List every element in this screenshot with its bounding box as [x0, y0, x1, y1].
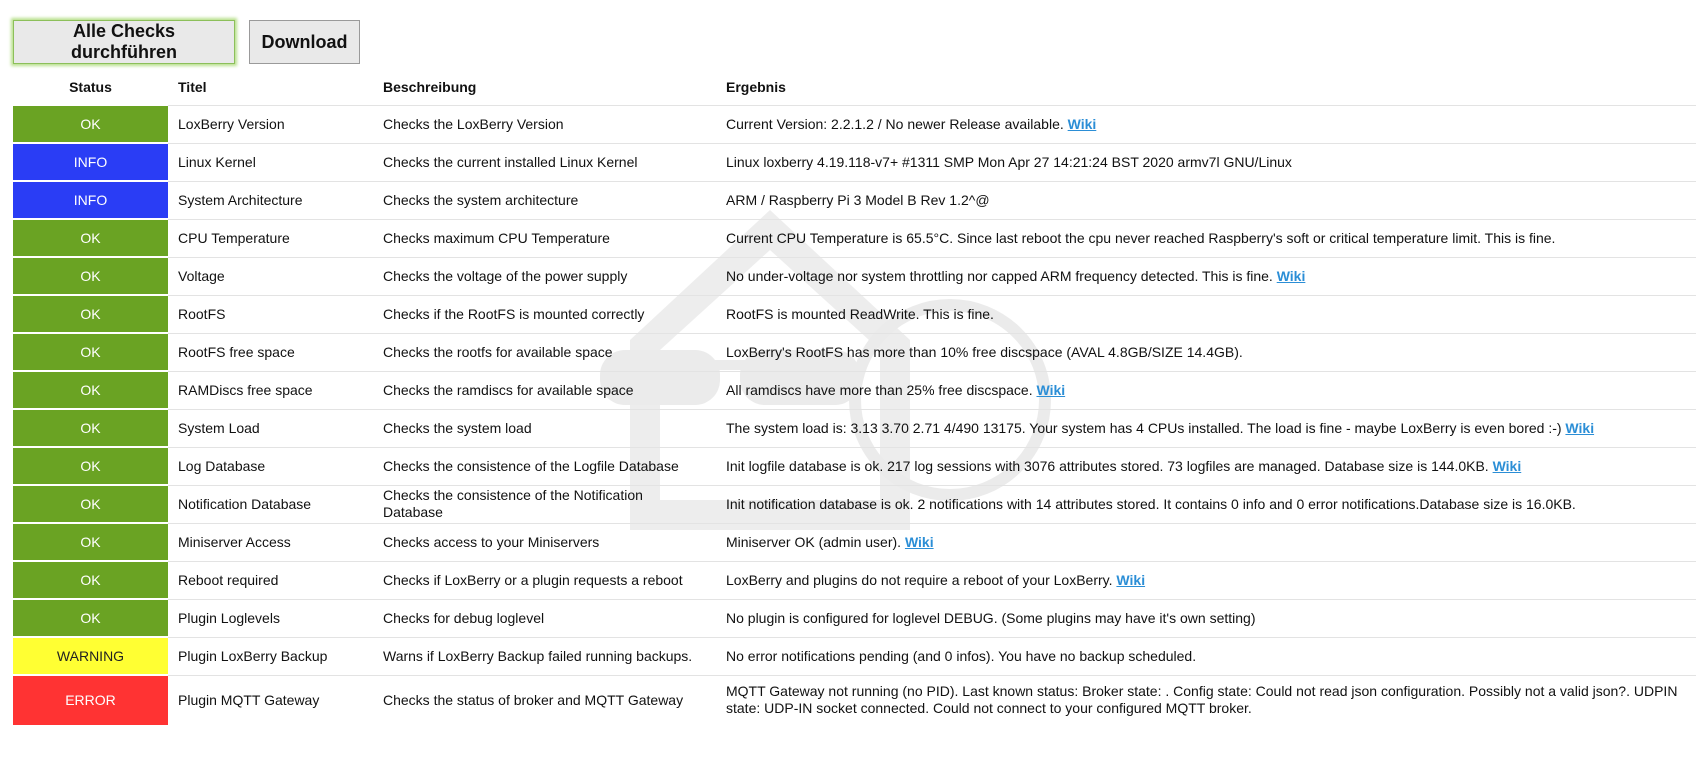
wiki-link[interactable]: Wiki: [1492, 457, 1522, 474]
result-text: No under-voltage nor system throttling nor capped ARM frequency detected. This is fine.: [726, 267, 1273, 284]
status-badge: OK: [13, 219, 168, 257]
result-text: Init notification database is ok. 2 notifications with 14 attributes stored. It contains 0 info and 0 error notifications.Database size is 16.0KB.: [726, 495, 1576, 512]
check-title: Plugin Loglevels: [168, 599, 373, 637]
check-result: [716, 105, 1696, 143]
check-description: Checks for debug loglevel: [373, 599, 716, 637]
wiki-link[interactable]: Wiki: [1276, 267, 1306, 284]
result-text: No error notifications pending (and 0 infos). You have no backup scheduled.: [726, 647, 1197, 664]
check-title: System Architecture: [168, 181, 373, 219]
table-header-row: [13, 69, 1696, 105]
table-row: [13, 143, 1696, 181]
check-result: [716, 295, 1696, 333]
check-result: [716, 371, 1696, 409]
table-row: [13, 637, 1696, 675]
status-badge: OK: [13, 599, 168, 637]
check-title: Plugin MQTT Gateway: [168, 675, 373, 725]
check-title: Plugin LoxBerry Backup: [168, 637, 373, 675]
status-badge: OK: [13, 523, 168, 561]
status-badge: OK: [13, 409, 168, 447]
table-row: [13, 561, 1696, 599]
check-description: Checks the voltage of the power supply: [373, 257, 716, 295]
table-row: [13, 105, 1696, 143]
check-result: [716, 143, 1696, 181]
result-text: Linux loxberry 4.19.118-v7+ #1311 SMP Mon Apr 27 14:21:24 BST 2020 armv7l GNU/Linux: [726, 153, 1292, 170]
check-title: Notification Database: [168, 485, 373, 523]
result-text: RootFS is mounted ReadWrite. This is fine.: [726, 305, 994, 322]
check-result: [716, 485, 1696, 523]
check-description: Checks the status of broker and MQTT Gateway: [373, 675, 716, 725]
check-title: System Load: [168, 409, 373, 447]
status-badge: OK: [13, 295, 168, 333]
download-button[interactable]: Download: [249, 20, 360, 64]
table-row: [13, 181, 1696, 219]
status-badge: OK: [13, 561, 168, 599]
status-badge: INFO: [13, 143, 168, 181]
check-description: Checks if the RootFS is mounted correctly: [373, 295, 716, 333]
check-title: LoxBerry Version: [168, 105, 373, 143]
table-row: [13, 371, 1696, 409]
check-description: Checks the rootfs for available space: [373, 333, 716, 371]
check-title: Miniserver Access: [168, 523, 373, 561]
check-description: Warns if LoxBerry Backup failed running backups.: [373, 637, 716, 675]
status-badge: ERROR: [13, 675, 168, 725]
status-badge: OK: [13, 257, 168, 295]
check-description: Checks maximum CPU Temperature: [373, 219, 716, 257]
result-text: No plugin is configured for loglevel DEBUG. (Some plugins may have it's own setting): [726, 609, 1256, 626]
table-row: [13, 485, 1696, 523]
status-column-header: Status: [69, 78, 112, 95]
table-row: [13, 257, 1696, 295]
check-result: [716, 257, 1696, 295]
status-badge: OK: [13, 485, 168, 523]
table-row: [13, 675, 1696, 725]
check-title: Reboot required: [168, 561, 373, 599]
result-text: ARM / Raspberry Pi 3 Model B Rev 1.2^@: [726, 191, 990, 208]
wiki-link[interactable]: Wiki: [1036, 381, 1066, 398]
table-row: [13, 295, 1696, 333]
result-text: LoxBerry's RootFS has more than 10% free discspace (AVAL 4.8GB/SIZE 14.4GB).: [726, 343, 1243, 360]
check-result: [716, 599, 1696, 637]
wiki-link[interactable]: Wiki: [1116, 571, 1146, 588]
check-description: Checks the ramdiscs for available space: [373, 371, 716, 409]
check-description: Checks the system architecture: [373, 181, 716, 219]
check-result: [716, 447, 1696, 485]
status-badge: OK: [13, 447, 168, 485]
check-title: Voltage: [168, 257, 373, 295]
check-result: [716, 181, 1696, 219]
result-text: Current Version: 2.2.1.2 / No newer Release available.: [726, 115, 1064, 132]
check-description: Checks the system load: [373, 409, 716, 447]
result-text: LoxBerry and plugins do not require a reboot of your LoxBerry.: [726, 571, 1113, 588]
result-text: MQTT Gateway not running (no PID). Last known status: Broker state: . Config state: Could not read json configuration. Possibly not a valid json?. UDPIN state: UDP-IN socket connected. Could not connect to your configured MQTT broker.: [726, 683, 1678, 717]
check-description: Checks access to your Miniservers: [373, 523, 716, 561]
check-description: Checks the LoxBerry Version: [373, 105, 716, 143]
check-result: [716, 333, 1696, 371]
table-row: [13, 333, 1696, 371]
status-badge: WARNING: [13, 637, 168, 675]
status-badge: INFO: [13, 181, 168, 219]
check-result: [716, 561, 1696, 599]
table-row: [13, 599, 1696, 637]
check-result: [716, 219, 1696, 257]
status-badge: OK: [13, 333, 168, 371]
check-result: [716, 637, 1696, 675]
check-title: RAMDiscs free space: [168, 371, 373, 409]
check-description: Checks the current installed Linux Kernel: [373, 143, 716, 181]
check-title: Linux Kernel: [168, 143, 373, 181]
check-result: [716, 675, 1696, 725]
check-title: CPU Temperature: [168, 219, 373, 257]
check-description: Checks the consistence of the Logfile Database: [373, 447, 716, 485]
table-row: [13, 219, 1696, 257]
result-text: The system load is: 3.13 3.70 2.71 4/490 13175. Your system has 4 CPUs installed. The load is fine - maybe LoxBerry is even bored :-): [726, 419, 1562, 436]
status-badge: OK: [13, 371, 168, 409]
wiki-link[interactable]: Wiki: [1565, 419, 1595, 436]
result-text: Miniserver OK (admin user).: [726, 533, 902, 550]
title-column-header: Titel: [178, 78, 207, 95]
table-row: [13, 523, 1696, 561]
wiki-link[interactable]: Wiki: [1067, 115, 1097, 132]
table-row: [13, 447, 1696, 485]
run-all-checks-button[interactable]: Alle Checks durchführen: [13, 20, 235, 64]
check-description: Checks if LoxBerry or a plugin requests a reboot: [373, 561, 716, 599]
check-result: [716, 409, 1696, 447]
description-column-header: Beschreibung: [383, 78, 477, 95]
check-title: Log Database: [168, 447, 373, 485]
wiki-link[interactable]: Wiki: [904, 533, 934, 550]
result-column-header: Ergebnis: [726, 78, 786, 95]
table-row: [13, 409, 1696, 447]
check-title: RootFS: [168, 295, 373, 333]
result-text: Init logfile database is ok. 217 log sessions with 3076 attributes stored. 73 logfiles are managed. Database size is 144.0KB.: [726, 457, 1489, 474]
status-badge: OK: [13, 105, 168, 143]
healthcheck-table: [13, 69, 1696, 725]
check-title: RootFS free space: [168, 333, 373, 371]
check-result: [716, 523, 1696, 561]
result-text: All ramdiscs have more than 25% free discspace.: [726, 381, 1033, 398]
check-description: Checks the consistence of the Notification Database: [373, 485, 716, 523]
toolbar: [13, 20, 360, 64]
result-text: Current CPU Temperature is 65.5°C. Since last reboot the cpu never reached Raspberry's soft or critical temperature limit. This is fine.: [726, 229, 1556, 246]
